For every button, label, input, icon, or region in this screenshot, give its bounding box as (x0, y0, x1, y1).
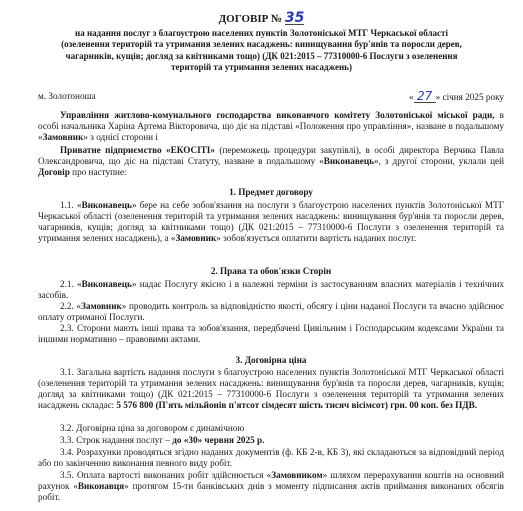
subtitle-line: територій та утримання зелених насаджень) (171, 62, 352, 73)
section-1-heading: 1. Предмет договору (229, 187, 313, 197)
clause-3-1: 3.1. Загальна вартість надання послуги з благоустрою населених пунктів Золотоніської МТГ Черкаської області (озеленення територій та утримання зелених насаджень: винищування бур'янів та поросли дерев, чагарників, кущів; догляд за квітниками тощо) (ДК 021:2015 – 77310000-6 Послуги з озеленення територій та утримання зелених насаджень складає: 5 576 800 (П'ять мільйонів п'ятсот сімдесят шість тисяч вісімсот) грн. 00 коп. без ПДВ. (38, 367, 504, 410)
date-rest: січня 2025 року (442, 92, 504, 102)
contract-date: « 27 » січня 2025 року (409, 89, 504, 103)
section-2-heading: 2. Права та обов'язки Сторін (210, 266, 332, 276)
date-day: 27 (414, 90, 436, 103)
contract-subtitle (0, 28, 523, 74)
party-customer: Управління житлово-комунального господарства виконавчого комітету Золотоніської міської ради, в особі начальника Харіна Артема Вікторовича, що діє на підставі «Положення про управління», назване в подальшому «Замовник» з однієї сторони і (38, 110, 504, 142)
subtitle-line: на надання послуг з благоустрою населених пунктів Золотоніської МТГ Черкаської області (75, 28, 448, 38)
clause-2-2: 2.2. «Замовник» проводить контроль за відповідністю якості, обсягу і ціни наданої Послуги та вчасно здійснює оплату отриманої Послуги. (38, 301, 504, 322)
clause-3-5: 3.5. Оплата вартості виконаних робіт здійснюється «Замовником» шляхом перерахування коштів на основний рахунок «Виконавця» протягом 15-ти банківських днів з моменту підписання актів приймання виконаних обсягів робіт. (38, 470, 505, 502)
section-3-heading: 3. Договірна ціна (235, 355, 307, 365)
clause-2-3: 2.3. Сторони мають інші права та зобов'язання, передбачені Цивільним і Господарським кодексами України та іншими нормативно – правовими актами. (38, 323, 504, 344)
contract-sum: 5 576 800 (П'ять мільйонів п'ятсот сімдесят шість тисяч вісімсот) грн. 00 коп. без ПДВ. (116, 400, 478, 410)
service-deadline: до «30» червня 2025 р. (172, 435, 265, 445)
place: м. Золотоноша (38, 91, 96, 101)
clause-2-1: 2.1. «Виконавець» надає Послугу якісно і в належні терміни із застосуванням власних матеріалів і технічних засобів. (38, 279, 504, 300)
contract-title-text: ДОГОВІР № (218, 13, 283, 25)
subtitle-line: чагарників, кущів; догляд за квітниками тощо) (ДК 021:2015 – 77310000-6 Послуги з озеленення (65, 50, 458, 61)
contract-title (0, 12, 523, 26)
contract-number: 35 (284, 10, 305, 26)
party-contractor: Приватне підприємство «ЕКОСІТІ» (переможець процедури закупівлі), в особі директора Верчика Павла Олександровича, що діє на підставі Статуту, назване в подальшому «Виконавець», з другої сторони, уклали цей Договір про наступне: (38, 145, 505, 177)
clause-3-3: 3.3. Строк надання послуг – до «30» червня 2025 р. (60, 435, 265, 445)
clause-1-1: 1.1. «Виконавець» бере на себе зобов'язання на послуги з благоустрою населених пунктів Золотоніської МТГ Черкаської області (озеленення територій та утримання зелених насаджень: винищування бур'янів та поросли дерев, чагарників, кущів; догляд за квітниками тощо) (ДК 021:2015 – 77310000-6 Послуги з озеленення територій та утримання зелених насаджень), а «Замовник» зобов'язується оплатити вартість наданих послуг. (38, 200, 505, 243)
place-date-row (38, 90, 504, 103)
subtitle-line: (озеленення територій та утримання зелених насаджень: винищування бур'янів та поросли дерев, (61, 39, 462, 50)
clause-3-2: 3.2. Договірна ціна за договором є динамічною (60, 423, 245, 433)
clause-3-4: 3.4. Розрахунки проводяться згідно наданих документів (ф. КБ 2-в, КБ 3), які складаються за відповідний період або по закінченню виконання певного виду робіт. (38, 447, 504, 468)
